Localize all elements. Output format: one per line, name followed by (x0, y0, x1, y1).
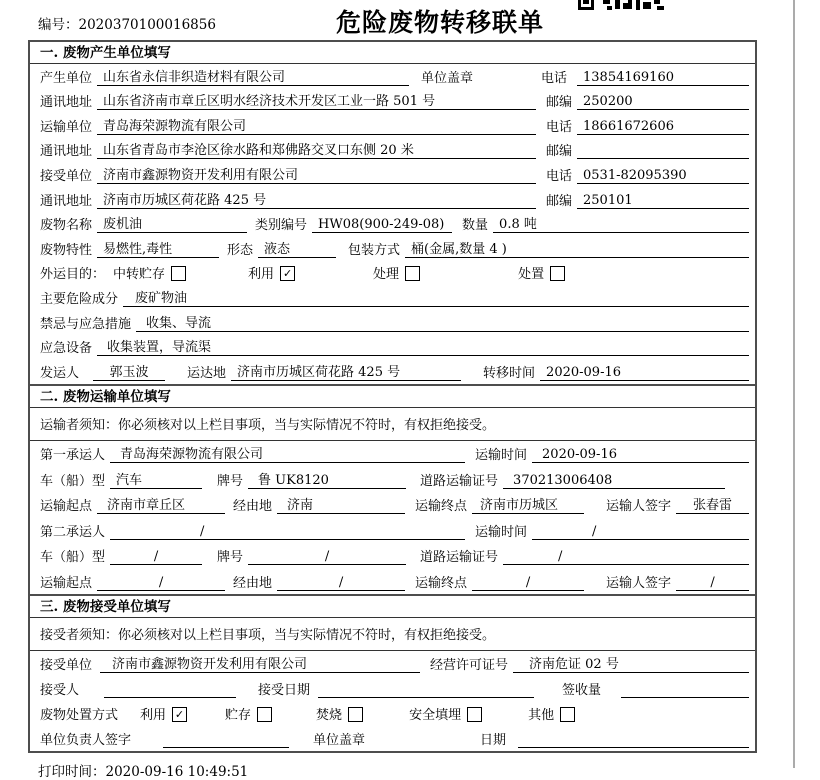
receive-unit-label: 接受单位 (40, 657, 93, 673)
addr2-label: 通讯地址 (40, 144, 93, 160)
row-receive-unit (30, 651, 755, 676)
purpose-use-label: 利用 (248, 267, 275, 283)
zip1-label: 邮编 (545, 95, 572, 111)
purpose-dispose-checkbox (550, 266, 565, 281)
purpose-treat-label: 处理 (373, 267, 400, 283)
ttime-value: 2020-09-16 (540, 365, 749, 381)
zip1-value: 250200 (577, 94, 749, 110)
transporter-label: 运输单位 (40, 119, 93, 135)
qty-value: 0.8 吨 (493, 213, 749, 233)
purpose-dispose-label: 处置 (518, 267, 545, 283)
section-producer-title: 一. 废物产生单位填写 (30, 42, 755, 64)
qty-label: 数量 (462, 218, 489, 234)
disposal-store-checkbox (257, 707, 272, 722)
transporter-value: 青岛海荣源物流有限公司 (97, 115, 536, 135)
date-value (518, 747, 749, 748)
disposal-label: 废物处置方式 (40, 707, 119, 723)
disposal-store-label: 贮存 (225, 707, 252, 723)
license-label: 经营许可证号 (430, 657, 509, 673)
row-transfer-purpose (30, 261, 755, 286)
qr-code-fragment-icon (578, 0, 664, 10)
row-route2 (30, 568, 755, 594)
receive-person-label: 接受人 (40, 682, 80, 698)
road1-label: 道路运输证号 (420, 473, 499, 489)
carrier1-value: 青岛海荣源物流有限公司 (110, 443, 465, 463)
receive-notice: 接受者须知：你必须核对以上栏目事项，当与实际情况不符时，有权拒绝接受。 (30, 618, 755, 651)
taboo-value: 收集、导流 (136, 312, 749, 332)
print-time-label: 打印时间： (38, 763, 106, 780)
road2-label: 道路运输证号 (420, 550, 499, 566)
carrier1-label: 第一承运人 (40, 448, 106, 464)
zip3-label: 邮编 (545, 193, 572, 209)
print-time (38, 760, 796, 780)
section-transport-title: 二. 废物运输单位填写 (30, 386, 755, 408)
disposal-burn-label: 焚烧 (316, 707, 343, 723)
row-producer (30, 64, 755, 89)
form-label: 形态 (227, 242, 254, 258)
doc-number-value: 2020370100016856 (78, 17, 216, 33)
row-vehicle1 (30, 466, 755, 492)
row-disposal-method (30, 701, 755, 726)
sender-label: 发运人 (40, 365, 80, 381)
addr2-value: 山东省青岛市李沧区徐水路和郑佛路交叉口东侧 20 米 (97, 139, 536, 159)
row-hazard-component (30, 285, 755, 310)
carrier2-value: / (110, 524, 465, 540)
start2-label: 运输起点 (40, 575, 93, 591)
category-value: HW08(900-249-08) (312, 217, 452, 233)
row-taboo-measures (30, 310, 755, 335)
time1-value: 2020-09-16 (532, 447, 749, 463)
addr3-label: 通讯地址 (40, 193, 93, 209)
equip-value: 收集装置，导流渠 (97, 336, 749, 356)
hazard-label: 主要危险成分 (40, 291, 119, 307)
row-receiver-address (30, 187, 755, 212)
hazard-value: 废矿物油 (123, 287, 749, 307)
section-producer (28, 40, 757, 386)
dest-label: 运达地 (187, 365, 227, 381)
row-waste-property (30, 236, 755, 261)
sign2-label: 运输人签字 (606, 575, 672, 591)
page-edge-line (793, 0, 795, 768)
disposal-use-label: 利用 (140, 707, 167, 723)
sign1-value: 张春雷 (676, 494, 749, 514)
row-carrier2 (30, 517, 755, 543)
receiver-value: 济南市鑫源物资开发利用有限公司 (97, 164, 536, 184)
phone1-label: 电话 (540, 70, 567, 86)
head-sign-label: 单位负责人签字 (40, 732, 132, 748)
receive-person-value (104, 697, 236, 698)
sign2-value: / (676, 575, 749, 591)
time1-label: 运输时间 (475, 448, 528, 464)
disposal-other-checkbox (560, 707, 575, 722)
waste-name-label: 废物名称 (40, 218, 93, 234)
start1-label: 运输起点 (40, 499, 93, 515)
form-value: 液态 (258, 238, 336, 258)
disposal-burn-checkbox (348, 707, 363, 722)
via2-label: 经由地 (233, 575, 273, 591)
plate1-value: 鲁 UK8120 (248, 469, 406, 489)
property-value: 易燃性,毒性 (97, 238, 219, 258)
via2-value: / (277, 575, 405, 591)
section-receive (28, 594, 757, 753)
purpose-transfer-checkbox (171, 266, 186, 281)
page-header (0, 0, 796, 40)
license-value: 济南危证 02 号 (513, 653, 749, 673)
phone3-value: 0531-82095390 (577, 168, 749, 184)
doc-number-label: 编号： (38, 17, 79, 33)
row-receive-person (30, 676, 755, 701)
vtype1-value: 汽车 (110, 469, 202, 489)
end1-label: 运输终点 (415, 499, 468, 515)
row-waste-name (30, 212, 755, 237)
end1-value: 济南市历城区 (472, 494, 584, 514)
start1-value: 济南市章丘区 (97, 494, 225, 514)
zip2-label: 邮编 (545, 144, 572, 160)
row-route1 (30, 492, 755, 518)
purpose-use-checkbox: ✓ (280, 266, 295, 281)
end2-label: 运输终点 (415, 575, 468, 591)
row-transporter-address (30, 138, 755, 163)
receive-date-label: 接受日期 (258, 682, 311, 698)
taboo-label: 禁忌与应急措施 (40, 316, 132, 332)
dest-value: 济南市历城区荷花路 425 号 (231, 361, 461, 381)
date-label: 日期 (480, 732, 507, 748)
disposal-other-label: 其他 (528, 707, 555, 723)
receiver-label: 接受单位 (40, 168, 93, 184)
addr3-value: 济南市历城区荷花路 425 号 (97, 189, 536, 209)
plate2-label: 牌号 (217, 550, 244, 566)
row-head-signature (30, 726, 755, 751)
zip2-value (577, 158, 749, 159)
row-receiver (30, 162, 755, 187)
time2-value: / (532, 524, 749, 540)
vtype2-label: 车（船）型 (40, 550, 106, 566)
receive-date-value (318, 697, 534, 698)
vtype2-value: / (110, 549, 202, 565)
sender-value: 郭玉波 (93, 361, 165, 381)
row-carrier1 (30, 441, 755, 467)
producer-value: 山东省永信非织造材料有限公司 (97, 66, 409, 86)
packing-value: 桶(金属,数量 4 ) (405, 238, 749, 258)
via1-value: 济南 (277, 494, 405, 514)
section-receive-title: 三. 废物接受单位填写 (30, 596, 755, 618)
property-label: 废物特性 (40, 242, 93, 258)
plate1-label: 牌号 (217, 473, 244, 489)
carrier2-label: 第二承运人 (40, 524, 106, 540)
manifest-table (28, 40, 757, 753)
disposal-landfill-checkbox (467, 707, 482, 722)
start2-value: / (97, 575, 225, 591)
sign1-label: 运输人签字 (606, 499, 672, 515)
waste-name-value: 废机油 (97, 213, 247, 233)
zip3-value: 250101 (577, 193, 749, 209)
producer-label: 产生单位 (40, 70, 93, 86)
transport-notice: 运输者须知：你必须核对以上栏目事项，当与实际情况不符时，有权拒绝接受。 (30, 408, 755, 441)
plate2-value: / (248, 549, 406, 565)
addr1-label: 通讯地址 (40, 95, 93, 111)
road1-value: 370213006408 (503, 473, 725, 489)
phone3-label: 电话 (545, 168, 572, 184)
category-label: 类别编号 (255, 218, 308, 234)
vtype1-label: 车（船）型 (40, 473, 106, 489)
print-time-value: 2020-09-16 10:49:51 (105, 763, 249, 780)
disposal-use-checkbox: ✓ (172, 707, 187, 722)
phone2-label: 电话 (545, 119, 572, 135)
unit-seal2-label: 单位盖章 (313, 732, 366, 748)
packing-label: 包装方式 (348, 242, 401, 258)
ttime-label: 转移时间 (483, 365, 536, 381)
equip-label: 应急设备 (40, 341, 93, 357)
time2-label: 运输时间 (475, 524, 528, 540)
end2-value: / (472, 575, 584, 591)
section-transport (28, 384, 757, 596)
phone1-value: 13854169160 (577, 70, 749, 86)
disposal-landfill-label: 安全填埋 (409, 707, 462, 723)
unit-seal-label: 单位盖章 (421, 70, 474, 86)
purpose-transfer-label: 中转贮存 (113, 267, 166, 283)
row-sender (30, 359, 755, 384)
page-title: 危险废物转移联单 (335, 8, 544, 37)
sign-qty-label: 签收量 (562, 682, 602, 698)
row-emergency-equipment (30, 335, 755, 360)
via1-label: 经由地 (233, 499, 273, 515)
sign-qty-value (621, 697, 749, 698)
purpose-treat-checkbox (405, 266, 420, 281)
row-vehicle2 (30, 543, 755, 569)
receive-unit-value: 济南市鑫源物资开发利用有限公司 (100, 653, 420, 673)
purpose-label: 外运目的： (40, 267, 106, 283)
phone2-value: 18661672606 (577, 119, 749, 135)
addr1-value: 山东省济南市章丘区明水经济技术开发区工业一路 501 号 (97, 90, 536, 110)
row-producer-address (30, 89, 755, 114)
road2-value: / (503, 549, 749, 565)
head-sign-value (163, 747, 289, 748)
row-transporter (30, 113, 755, 138)
